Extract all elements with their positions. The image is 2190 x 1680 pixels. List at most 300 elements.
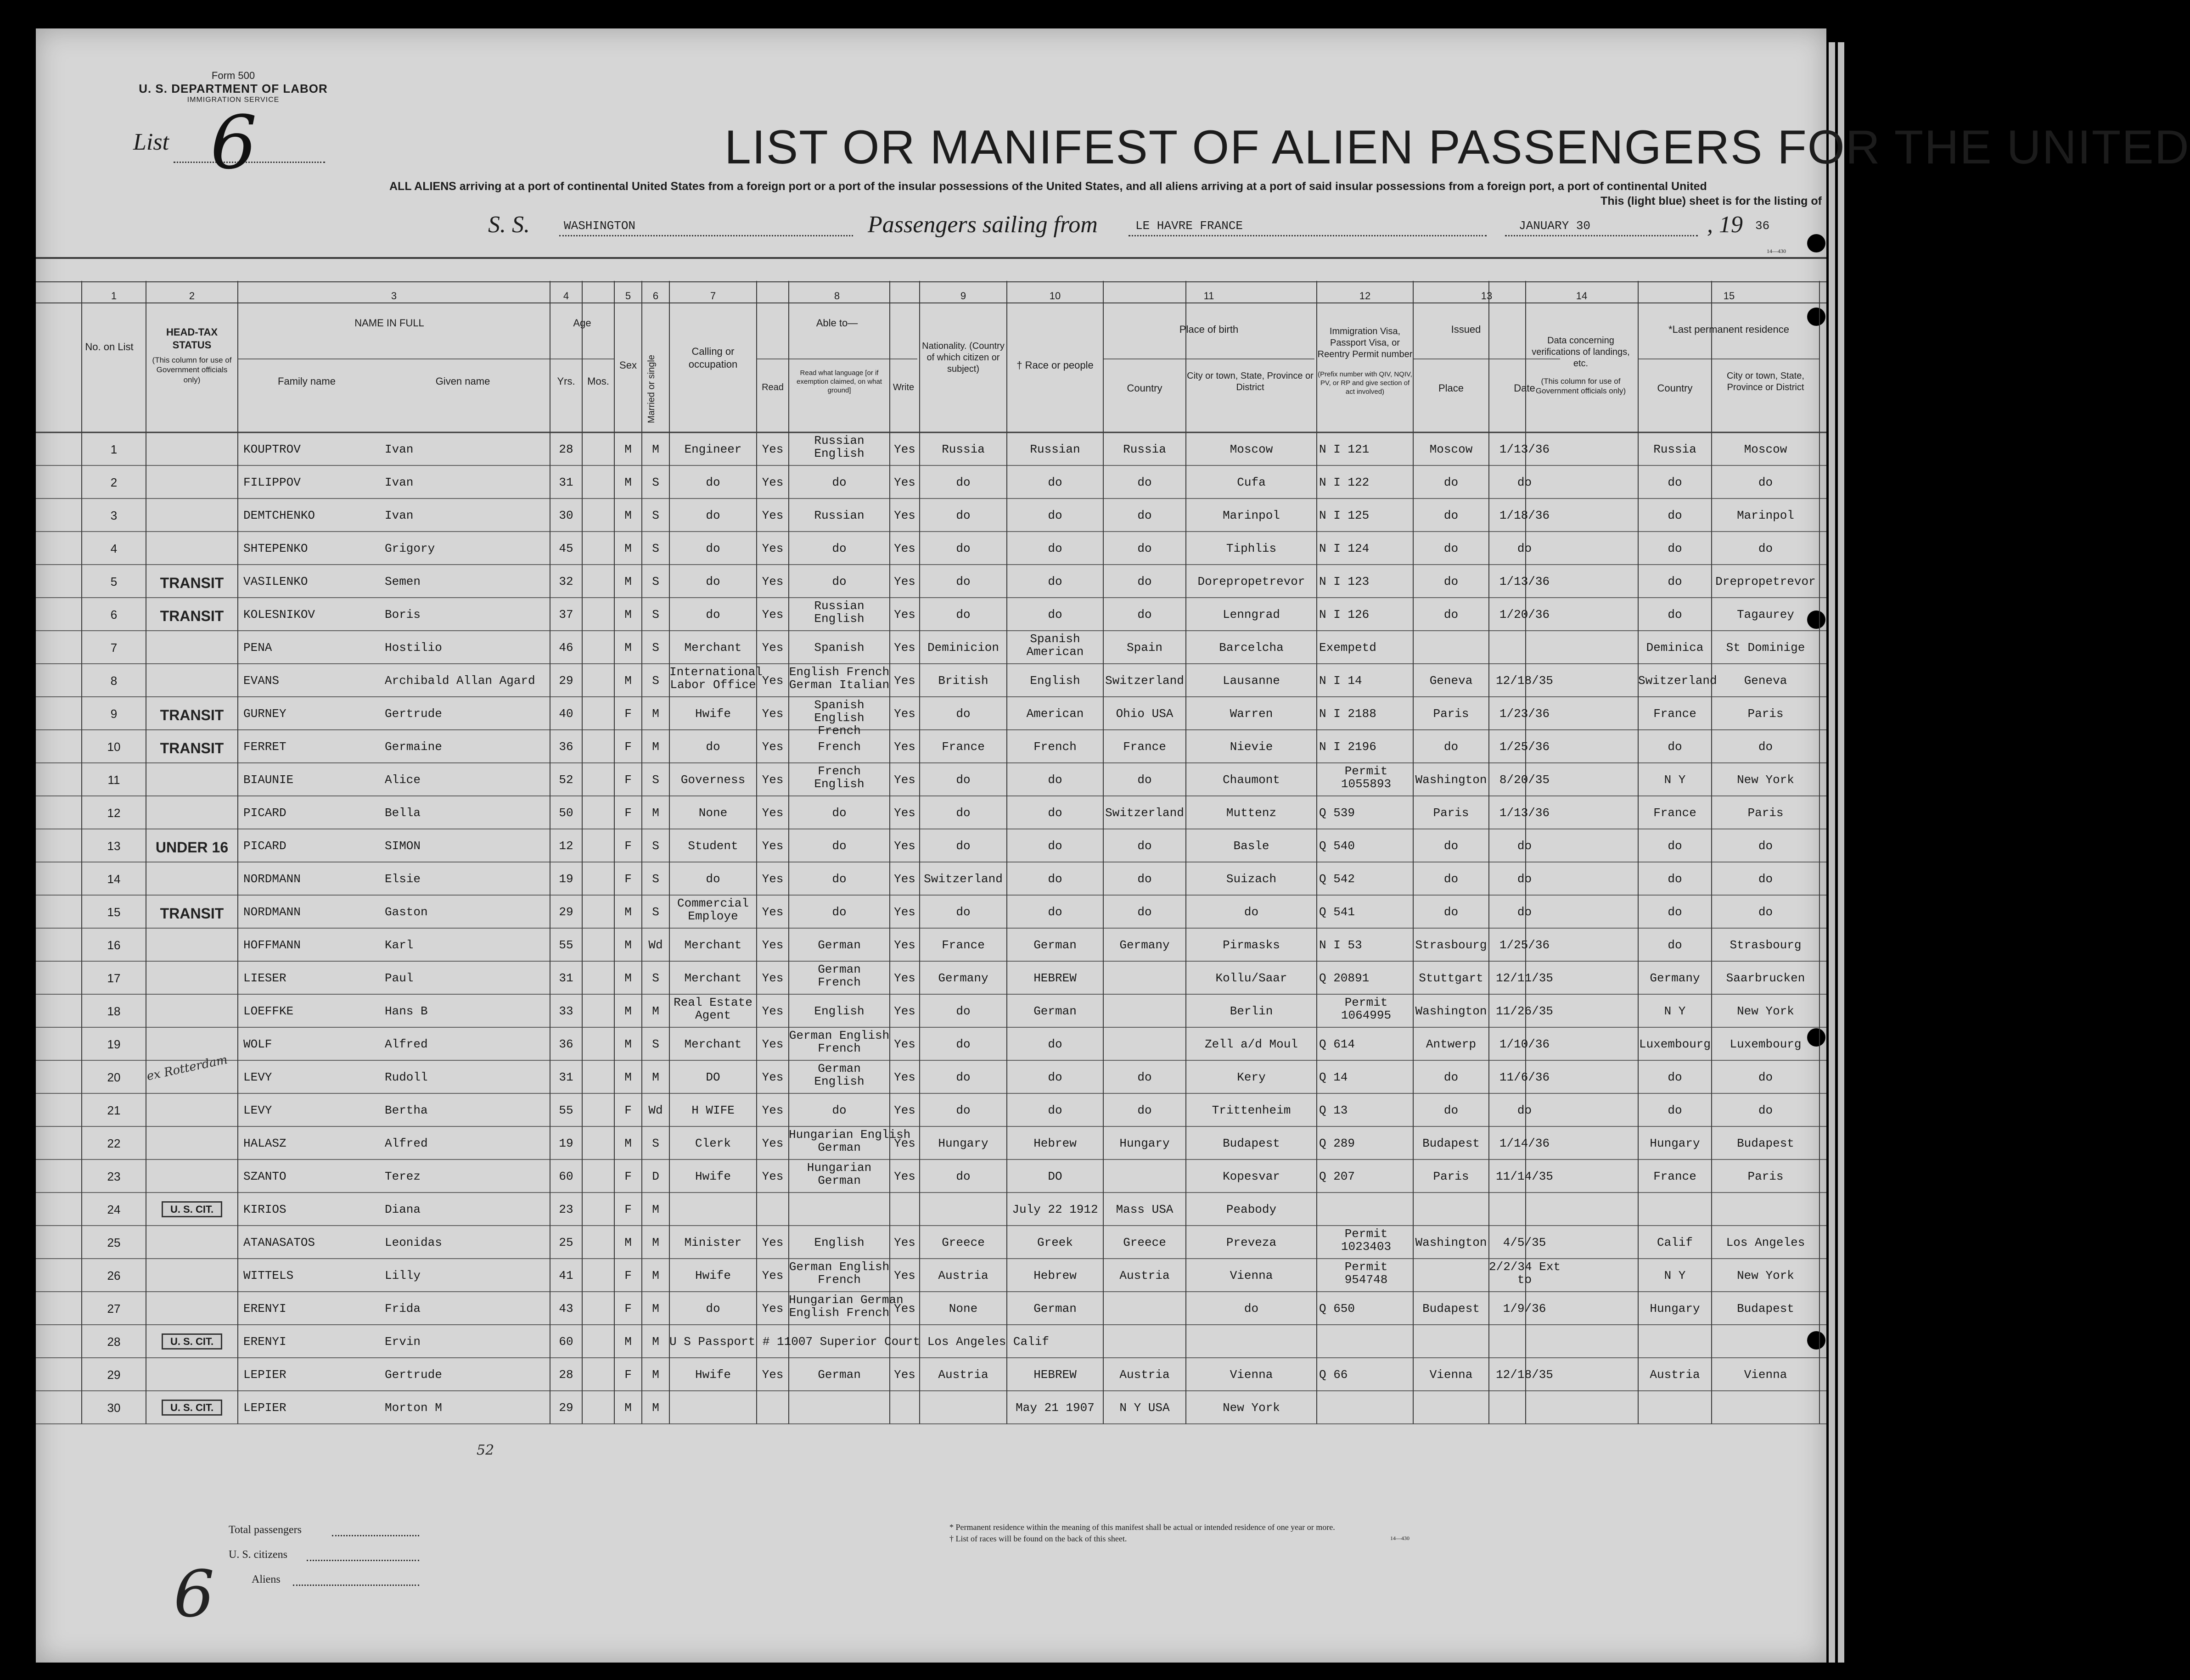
header-visa-note: (Prefix number with QIV, NQIV, PV, or RP and give section of act involved) xyxy=(1318,370,1412,396)
family-name: HOFFMANN xyxy=(243,938,301,952)
issued-place: Paris xyxy=(1433,806,1469,820)
race-people: do xyxy=(1048,1070,1062,1084)
given-name: Gaston xyxy=(385,905,428,919)
can-write: Yes xyxy=(894,1103,915,1117)
race-people: American xyxy=(1026,707,1084,721)
nationality: do xyxy=(956,1037,971,1051)
family-name: KOUPTROV xyxy=(243,442,301,456)
calling-occupation: do xyxy=(706,542,720,555)
visa-number: Q 541 xyxy=(1319,905,1355,919)
table-row xyxy=(36,1193,1826,1226)
can-read: Yes xyxy=(762,542,784,555)
column-number: 15 xyxy=(1723,290,1735,302)
nationality: Hungary xyxy=(938,1137,988,1150)
nationality: do xyxy=(956,1170,971,1183)
age-years: 29 xyxy=(559,1401,573,1415)
column-number: 11 xyxy=(1203,290,1214,302)
table-row xyxy=(36,532,1826,565)
residence-country: France xyxy=(1653,806,1696,820)
age-years: 19 xyxy=(559,872,573,886)
row-number: 16 xyxy=(107,938,121,952)
issued-place: do xyxy=(1443,1103,1459,1117)
race-people: English xyxy=(1030,674,1080,688)
issued-place: do xyxy=(1443,740,1459,754)
sailing-date: JANUARY 30 xyxy=(1519,219,1591,233)
birth-city: Vienna xyxy=(1230,1368,1273,1382)
visa-number: Q 14 xyxy=(1319,1070,1348,1084)
can-read: Yes xyxy=(762,773,784,787)
rotterdam-note: ex Rotterdam xyxy=(145,1053,229,1084)
given-name: SIMON xyxy=(385,839,421,853)
birth-country: Austria xyxy=(1119,1368,1170,1382)
residence-country: France xyxy=(1653,707,1696,721)
table-row xyxy=(36,1027,1826,1060)
age-years: 29 xyxy=(559,674,573,688)
row-number: 6 xyxy=(110,608,118,622)
birth-country: do xyxy=(1137,872,1152,886)
visa-number: N I 125 xyxy=(1319,509,1370,522)
sex: F xyxy=(624,872,632,886)
issued-date: 11/6/36 xyxy=(1499,1070,1550,1084)
age-years: 31 xyxy=(559,1070,573,1084)
age-years: 55 xyxy=(559,1103,573,1117)
can-write: Yes xyxy=(894,1004,915,1018)
family-name: ERENYI xyxy=(243,1335,286,1349)
table-row xyxy=(36,1391,1826,1424)
given-name: Diana xyxy=(385,1203,421,1216)
manifest-sheet xyxy=(36,28,2190,1663)
read-language: Hungarian English German xyxy=(789,1128,911,1154)
residence-country: N Y xyxy=(1664,1269,1686,1282)
total-passengers-label: Total passengers xyxy=(229,1524,302,1536)
table-row xyxy=(36,498,1826,532)
race-people: Spanish American xyxy=(1026,632,1084,659)
visa-number: Q 539 xyxy=(1319,806,1355,820)
calling-occupation: do xyxy=(706,476,720,489)
nationality: British xyxy=(938,674,988,688)
issued-place: do xyxy=(1443,608,1459,622)
birth-city: Suizach xyxy=(1226,872,1277,886)
table-row xyxy=(36,465,1826,498)
head-tax-status xyxy=(146,1203,238,1216)
family-name: NORDMANN xyxy=(243,872,301,886)
can-write: Yes xyxy=(894,707,915,721)
read-language: Hungarian German English French xyxy=(789,1293,904,1320)
header-read-language: Read what language [or if exemption claimed, on what ground] xyxy=(797,369,882,394)
birth-country: do xyxy=(1137,773,1152,787)
sex: M xyxy=(624,1401,632,1415)
birth-country: Hungary xyxy=(1119,1137,1170,1150)
marital-status: S xyxy=(652,575,659,588)
family-name: DEMTCHENKO xyxy=(243,509,315,522)
birth-country: Switzerland xyxy=(1105,806,1184,820)
given-name: Ivan xyxy=(385,509,414,522)
residence-country: do xyxy=(1668,740,1682,754)
visa-number: Q 614 xyxy=(1319,1037,1355,1051)
residence-city: Moscow xyxy=(1744,442,1787,456)
residence-country: Hungary xyxy=(1650,1137,1700,1150)
given-name: Ervin xyxy=(385,1335,421,1349)
calling-occupation: Governess xyxy=(680,773,746,787)
can-write: Yes xyxy=(894,575,915,588)
header-landings: Data concerning verifications of landings, etc. xyxy=(1532,336,1630,369)
visa-number: Q 650 xyxy=(1319,1302,1355,1316)
issued-place: do xyxy=(1443,839,1459,853)
age-years: 31 xyxy=(559,476,573,489)
birth-city: do xyxy=(1244,1302,1259,1316)
birth-country: Austria xyxy=(1119,1269,1170,1282)
residence-country: Calif xyxy=(1657,1236,1693,1249)
issued-date: do xyxy=(1517,1103,1532,1117)
birth-country: do xyxy=(1137,509,1152,522)
can-write: Yes xyxy=(894,872,915,886)
race-people: do xyxy=(1048,872,1062,886)
given-name: Ivan xyxy=(385,442,414,456)
can-write: Yes xyxy=(894,608,915,622)
residence-country: N Y xyxy=(1664,1004,1686,1018)
residence-country: do xyxy=(1668,608,1682,622)
read-language: do xyxy=(832,575,847,588)
list-number: 6 xyxy=(210,100,257,185)
issued-date: do xyxy=(1517,872,1532,886)
race-people: do xyxy=(1048,806,1062,820)
header-landings-note: (This column for use of Government officials only) xyxy=(1535,377,1626,396)
nationality: do xyxy=(956,806,971,820)
race-people: HEBREW xyxy=(1033,1368,1077,1382)
issued-date: do xyxy=(1517,542,1532,555)
birth-country: do xyxy=(1137,575,1152,588)
given-name: Alfred xyxy=(385,1037,428,1051)
family-name: SZANTO xyxy=(243,1170,286,1183)
race-people: German xyxy=(1033,1302,1077,1316)
marital-status: S xyxy=(652,674,659,688)
issued-date: 1/10/36 xyxy=(1499,1037,1550,1051)
calling-occupation: Student xyxy=(688,839,738,853)
residence-country: Deminica xyxy=(1646,641,1704,655)
nationality: None xyxy=(949,1302,978,1316)
aliens-label: Aliens xyxy=(252,1574,281,1585)
column-number: 9 xyxy=(960,290,966,302)
read-language: do xyxy=(832,476,847,489)
given-name: Leonidas xyxy=(385,1236,442,1249)
ship-underline xyxy=(559,235,853,236)
age-years: 40 xyxy=(559,707,573,721)
can-write: Yes xyxy=(894,938,915,952)
family-name: EVANS xyxy=(243,674,280,688)
given-name: Rudoll xyxy=(385,1070,428,1084)
sex: M xyxy=(624,509,632,522)
family-name: FILIPPOV xyxy=(243,476,301,489)
visa-number: Q 20891 xyxy=(1319,971,1370,985)
can-write: Yes xyxy=(894,1368,915,1382)
can-read: Yes xyxy=(762,1004,784,1018)
residence-country: do xyxy=(1668,905,1682,919)
column-number: 13 xyxy=(1481,290,1493,302)
race-people: do xyxy=(1048,1103,1062,1117)
birth-city: Kery xyxy=(1237,1070,1266,1084)
issued-date: do xyxy=(1517,905,1532,919)
calling-occupation: do xyxy=(706,1302,720,1316)
visa-number: Permit 1055893 xyxy=(1341,764,1392,791)
marital-status: S xyxy=(652,542,659,555)
issued-date: 4/5/35 xyxy=(1503,1236,1546,1249)
issued-place: Budapest xyxy=(1422,1137,1480,1150)
can-read: Yes xyxy=(762,839,784,853)
age-years: 60 xyxy=(559,1170,573,1183)
can-read: Yes xyxy=(762,509,784,522)
sex: F xyxy=(624,1170,632,1183)
header-family-name: Family name xyxy=(278,375,336,387)
residence-country: do xyxy=(1668,575,1682,588)
family-name: PICARD xyxy=(243,839,286,853)
family-name: LEPIER xyxy=(243,1401,286,1415)
nationality: Russia xyxy=(942,442,985,456)
sex: M xyxy=(624,575,632,588)
birth-country: Germany xyxy=(1119,938,1170,952)
header-issued-place: Place xyxy=(1438,382,1464,394)
read-language: German English French xyxy=(789,1029,890,1055)
age-years: 28 xyxy=(559,1368,573,1382)
table-row xyxy=(36,631,1826,664)
row-number: 24 xyxy=(107,1203,121,1216)
row-number: 12 xyxy=(107,806,121,820)
residence-country: Russia xyxy=(1653,442,1696,456)
birth-city: Marinpol xyxy=(1223,509,1280,522)
row-number: 1 xyxy=(110,442,118,456)
birth-country: do xyxy=(1137,905,1152,919)
birth-country: do xyxy=(1137,476,1152,489)
issued-date: 1/20/36 xyxy=(1499,608,1550,622)
birth-city: Lenngrad xyxy=(1223,608,1280,622)
column-number: 3 xyxy=(391,290,397,302)
column-number: 14 xyxy=(1576,290,1588,302)
family-name: ERENYI xyxy=(243,1302,286,1316)
issued-place: do xyxy=(1443,1070,1459,1084)
calling-occupation: do xyxy=(706,608,720,622)
family-name: KOLESNIKOV xyxy=(243,608,315,622)
nationality: do xyxy=(956,839,971,853)
family-name: WITTELS xyxy=(243,1269,294,1282)
can-write: Yes xyxy=(894,674,915,688)
residence-city: Tagaurey xyxy=(1737,608,1794,622)
can-read: Yes xyxy=(762,971,784,985)
family-name: ATANASATOS xyxy=(243,1236,315,1249)
issued-date: do xyxy=(1517,476,1532,489)
header-birth-city: City or town, State, Province or District xyxy=(1187,371,1314,392)
year-suffix: 36 xyxy=(1755,219,1770,233)
department-name: U. S. DEPARTMENT OF LABOR xyxy=(139,82,328,95)
row-number: 25 xyxy=(107,1236,121,1249)
us-citizens-dots xyxy=(307,1560,419,1561)
residence-city: New York xyxy=(1737,1004,1794,1018)
nationality: do xyxy=(956,542,971,555)
issued-place: do xyxy=(1443,476,1459,489)
sex: M xyxy=(624,542,632,555)
row-number: 7 xyxy=(110,641,118,655)
issued-place: Geneva xyxy=(1429,674,1473,688)
birth-city: Moscow xyxy=(1230,442,1273,456)
header-no-on-list: No. on List xyxy=(85,341,134,353)
us-citizen-stamp: U. S. CIT. xyxy=(162,1333,222,1350)
family-name: VASILENKO xyxy=(243,575,308,588)
race-people: Hebrew xyxy=(1033,1269,1077,1282)
can-read: Yes xyxy=(762,1236,784,1249)
family-name: HALASZ xyxy=(243,1137,286,1150)
sex: M xyxy=(624,641,632,655)
can-read: Yes xyxy=(762,872,784,886)
header-age: Age xyxy=(573,317,591,329)
read-language: do xyxy=(832,542,847,555)
visa-number: Q 207 xyxy=(1319,1170,1355,1183)
issued-place: do xyxy=(1443,509,1459,522)
age-years: 55 xyxy=(559,938,573,952)
birth-city: Budapest xyxy=(1223,1137,1280,1150)
visa-number: N I 53 xyxy=(1319,938,1362,952)
row-number: 21 xyxy=(107,1103,121,1117)
row-number: 26 xyxy=(107,1269,121,1282)
residence-country: do xyxy=(1668,542,1682,555)
sex: M xyxy=(624,1335,632,1349)
can-read: Yes xyxy=(762,641,784,655)
race-people: Hebrew xyxy=(1033,1137,1077,1150)
calling-occupation: Engineer xyxy=(684,442,742,456)
table-row xyxy=(36,1126,1826,1159)
given-name: Semen xyxy=(385,575,421,588)
marital-status: S xyxy=(652,839,659,853)
family-name: FERRET xyxy=(243,740,286,754)
sex: M xyxy=(624,1004,632,1018)
punch-hole xyxy=(1807,234,1825,252)
nationality: do xyxy=(956,707,971,721)
age-years: 28 xyxy=(559,442,573,456)
calling-occupation: Hwife xyxy=(695,1368,731,1382)
head-tax-status xyxy=(146,1401,238,1415)
table-row xyxy=(36,928,1826,961)
issued-place: Moscow xyxy=(1429,442,1473,456)
sex: M xyxy=(624,674,632,688)
birth-city: do xyxy=(1244,905,1259,919)
total-passengers-dots xyxy=(332,1535,419,1536)
can-read: Yes xyxy=(762,1037,784,1051)
read-language: German English French xyxy=(789,1260,890,1287)
family-name: NORDMANN xyxy=(243,905,301,919)
race-people: Greek xyxy=(1037,1236,1073,1249)
can-write: Yes xyxy=(894,476,915,489)
marital-status: M xyxy=(652,1269,659,1282)
residence-city: do xyxy=(1758,542,1773,555)
can-write: Yes xyxy=(894,542,915,555)
can-read: Yes xyxy=(762,608,784,622)
table-row xyxy=(36,763,1826,796)
sex: M xyxy=(624,476,632,489)
read-language: English French German Italian xyxy=(789,665,890,692)
birth-city: Trittenheim xyxy=(1212,1103,1291,1117)
column-number: 6 xyxy=(652,290,659,302)
sex: M xyxy=(624,1037,632,1051)
row-number: 2 xyxy=(110,476,118,489)
residence-city: St Dominige xyxy=(1726,641,1805,655)
visa-number: Q 13 xyxy=(1319,1103,1348,1117)
residence-country: do xyxy=(1668,509,1682,522)
can-write: Yes xyxy=(894,971,915,985)
visa-number: Permit 954748 xyxy=(1344,1260,1388,1287)
residence-city: do xyxy=(1758,839,1773,853)
can-write: Yes xyxy=(894,1170,915,1183)
residence-city: Strasbourg xyxy=(1730,938,1802,952)
header-race: † Race or people xyxy=(1016,359,1094,371)
read-language: Spanish English French xyxy=(814,698,865,738)
given-name: Bella xyxy=(385,806,421,820)
table-row xyxy=(36,730,1826,763)
header-head-tax-note: (This column for use of Government officials only) xyxy=(152,356,232,384)
sex: F xyxy=(624,1302,632,1316)
residence-country: do xyxy=(1668,1070,1682,1084)
can-read: Yes xyxy=(762,442,784,456)
service-name: IMMIGRATION SERVICE xyxy=(187,96,280,104)
residence-city: do xyxy=(1758,476,1773,489)
issued-date: 11/26/35 xyxy=(1496,1004,1553,1018)
row-number: 3 xyxy=(110,509,118,522)
visa-number: N I 126 xyxy=(1319,608,1370,622)
read-language: German xyxy=(818,938,861,952)
calling-occupation: Commercial Employe xyxy=(677,896,749,923)
birth-city: Kopesvar xyxy=(1223,1170,1280,1183)
birth-city: Zell a/d Moul xyxy=(1205,1037,1298,1051)
given-name: Alfred xyxy=(385,1137,428,1150)
residence-country: do xyxy=(1668,872,1682,886)
issued-date: 1/13/36 xyxy=(1499,575,1550,588)
row-number: 17 xyxy=(107,971,121,985)
residence-country: Hungary xyxy=(1650,1302,1700,1316)
marital-status: S xyxy=(652,971,659,985)
read-language: Russian English xyxy=(814,599,865,626)
birth-city: New York xyxy=(1223,1401,1280,1415)
aliens-dots xyxy=(293,1585,419,1586)
residence-city: Los Angeles xyxy=(1726,1236,1805,1249)
race-people: do xyxy=(1048,1037,1062,1051)
can-read: Yes xyxy=(762,938,784,952)
row-number: 14 xyxy=(107,872,121,886)
page-edge xyxy=(1838,42,1844,1663)
birth-city: Pirmasks xyxy=(1223,938,1280,952)
marital-status: M xyxy=(652,442,659,456)
table-row xyxy=(36,1358,1826,1391)
row-number: 9 xyxy=(110,707,118,721)
date-underline xyxy=(1505,235,1698,236)
header-issued-date: Date xyxy=(1514,382,1535,394)
nationality: do xyxy=(956,575,971,588)
marital-status: M xyxy=(652,1368,659,1382)
marital-status: M xyxy=(652,1070,659,1084)
can-read: Yes xyxy=(762,1103,784,1117)
race-people: do xyxy=(1048,575,1062,588)
residence-city: Saarbrucken xyxy=(1726,971,1805,985)
issued-date: 2/2/34 Ext to xyxy=(1489,1260,1561,1287)
column-number: 7 xyxy=(710,290,716,302)
residence-country: Luxembourg xyxy=(1639,1037,1711,1051)
birth-country: do xyxy=(1137,608,1152,622)
marital-status: M xyxy=(652,1401,659,1415)
birth-country: do xyxy=(1137,542,1152,555)
family-name: LEPIER xyxy=(243,1368,286,1382)
can-write: Yes xyxy=(894,1236,915,1249)
issued-date: 12/18/35 xyxy=(1496,1368,1553,1382)
can-read: Yes xyxy=(762,575,784,588)
row-number: 5 xyxy=(110,575,118,588)
marital-status: S xyxy=(652,476,659,489)
given-name: Elsie xyxy=(385,872,421,886)
residence-country: Germany xyxy=(1650,971,1700,985)
